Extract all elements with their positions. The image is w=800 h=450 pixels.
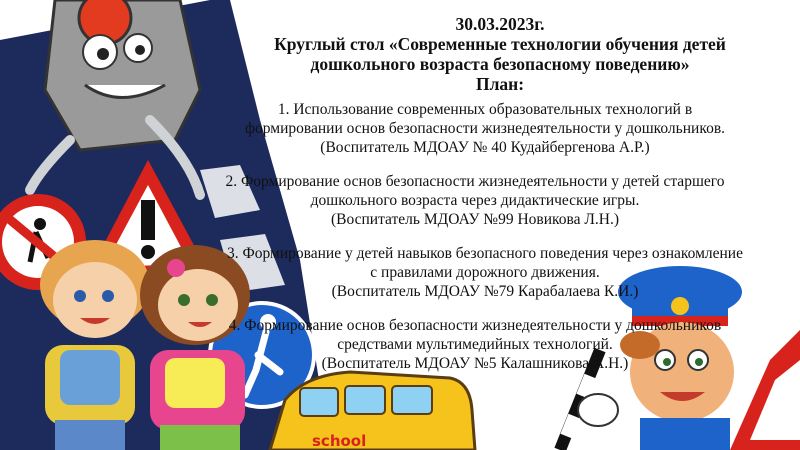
plan-label: План: (475, 74, 525, 94)
slide-date: 30.03.2023г. (455, 14, 545, 34)
plan-item (185, 244, 785, 301)
bus-sign-text: school (312, 432, 367, 450)
plan-item-line: 2. Формирование основ безопасности жизнедеятельности у детей старшего (225, 173, 725, 190)
plan-item (185, 316, 765, 373)
plan-item-line: 3. Формирование у детей навыков безопасного поведения через ознакомление (227, 245, 743, 262)
plan-item-presenter: (Воспитатель МДОАУ №79 Карабалаева К.И.) (331, 283, 639, 300)
plan-item-line: 4. Формирование основ безопасности жизнедеятельности у дошкольников (228, 317, 722, 334)
plan-item-line: средствами мультимедийных технологий. (337, 336, 613, 353)
plan-item-line: 1. Использование современных образовательных технологий в (277, 101, 693, 118)
plan-item-presenter: (Воспитатель МДОАУ № 40 Кудайбергенова А.Р.) (320, 139, 650, 156)
plan-item-line: формировании основ безопасности жизнедеятельности у дошкольников. (244, 120, 726, 137)
slide-title-line2: дошкольного возраста безопасному поведению» (310, 54, 690, 74)
slide-title-line1: Круглый стол «Современные технологии обучения детей (274, 34, 726, 54)
plan-item-line: с правилами дорожного движения. (370, 264, 600, 281)
plan-item-line: дошкольного возраста через дидактические игры. (310, 192, 640, 209)
plan-item-presenter: (Воспитатель МДОАУ №5 Калашникова А.Н.) (321, 355, 629, 372)
plan-item (185, 172, 765, 229)
plan-item (200, 100, 770, 157)
plan-item-presenter: (Воспитатель МДОАУ №99 Новикова Л.Н.) (330, 211, 620, 228)
